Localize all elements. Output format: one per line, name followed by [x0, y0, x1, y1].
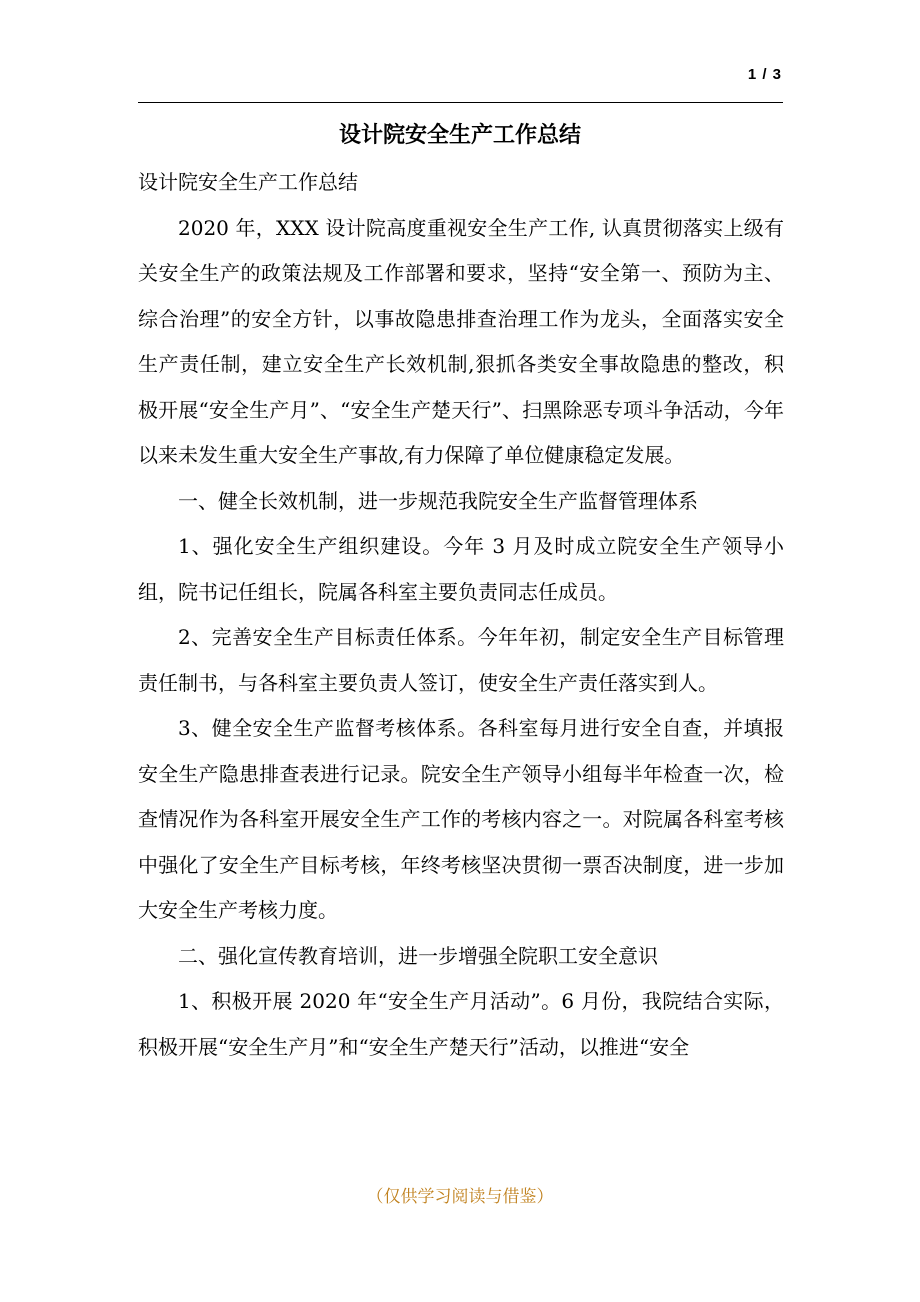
page-number: 1 / 3: [747, 66, 782, 83]
section-heading-1: 一、健全长效机制，进一步规范我院安全生产监督管理体系: [178, 488, 698, 513]
footer-note: （仅供学习阅读与借鉴）: [366, 1187, 554, 1207]
subtitle-line: 设计院安全生产工作总结: [138, 170, 358, 194]
document-title: 设计院安全生产工作总结: [338, 123, 581, 148]
paragraph-intro: 2020 年，XXX 设计院高度重视安全生产工作, 认真贯彻落实上级有关安全生产的政策法规及工作部署和要求，坚持“安全第一、预防为主、综合治理”的安全方针，以事故隐患排查治理工作为龙头，全面落实安全生产责任制，建立安全生产长效机制,狠抓各类安全事故隐患的整改，积极开展“安全生产月”、“安全生产楚天行”、扫黑除恶专项斗争活动，今年以来未发生重大安全生产事故,有力保障了单位健康稳定发展。: [138, 215, 784, 467]
paragraph-item-1-3: 3、健全安全生产监督考核体系。各科室每月进行安全自查，并填报安全生产隐患排查表进行记录。院安全生产领导小组每半年检查一次，检查情况作为各科室开展安全生产工作的考核内容之一。对院属各科室考核中强化了安全生产目标考核，年终考核坚决贯彻一票否决制度，进一步加大安全生产考核力度。: [138, 716, 784, 922]
paragraph-item-2-1: 1、积极开展 2020 年“安全生产月活动”。6 月份，我院结合实际，积极开展“安全生产月”和“安全生产楚天行”活动，以推进“安全: [138, 989, 784, 1059]
paragraph-item-1-1: 1、强化安全生产组织建设。今年 3 月及时成立院安全生产领导小组，院书记任组长，院属各科室主要负责同志任成员。: [138, 534, 784, 604]
header-divider: [138, 102, 783, 103]
paragraph-item-1-2: 2、完善安全生产目标责任体系。今年年初，制定安全生产目标管理责任制书，与各科室主要负责人签订，使安全生产责任落实到人。: [138, 625, 784, 695]
section-heading-2: 二、强化宣传教育培训，进一步增强全院职工安全意识: [178, 943, 658, 968]
document-body: [138, 160, 784, 1070]
